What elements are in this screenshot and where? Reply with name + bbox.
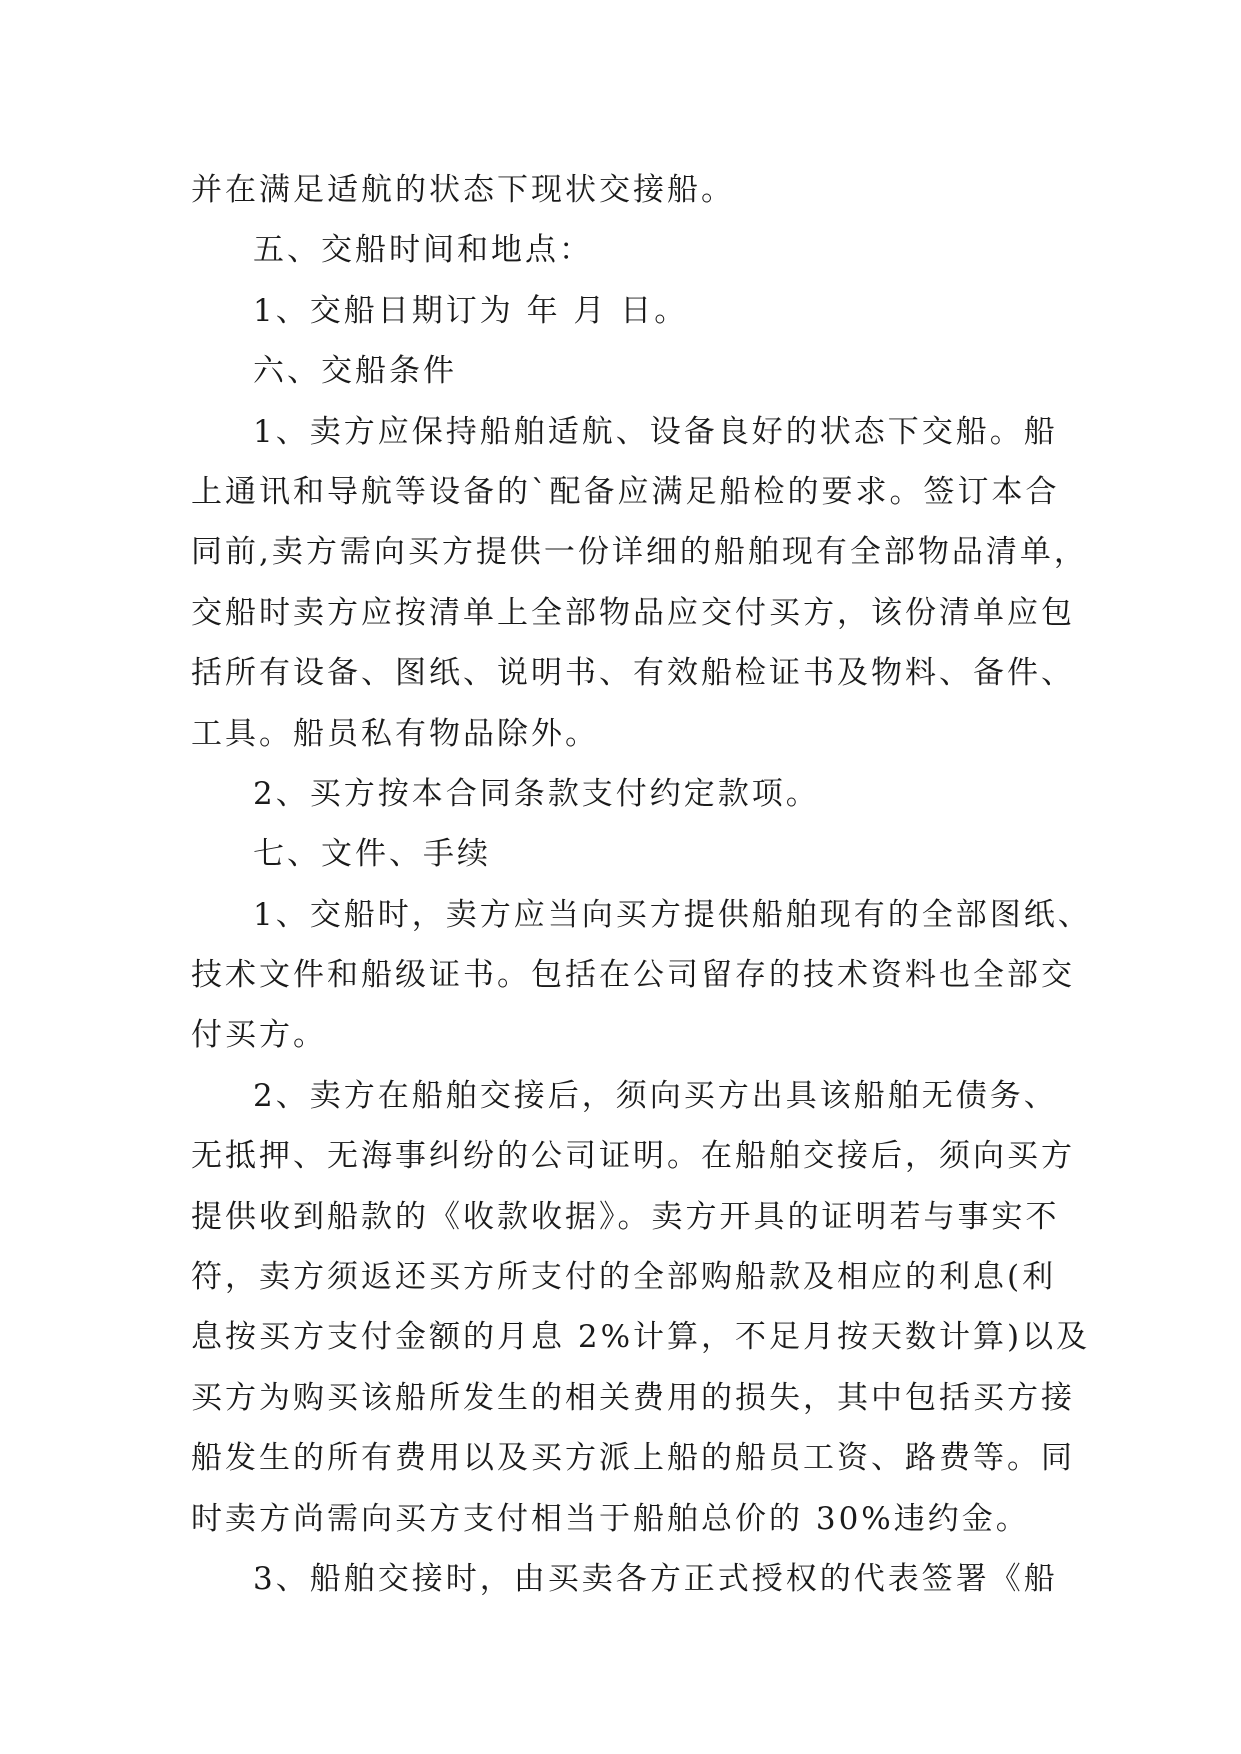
- text-line: 符，卖方须返还买方所支付的全部购船款及相应的利息(利: [191, 1259, 1057, 1296]
- document-body: [191, 160, 1092, 1609]
- text-line: 息按买方支付金额的月息 2%计算，不足月按天数计算)以及: [191, 1319, 1091, 1356]
- text-line: 2、买方按本合同条款支付约定款项。: [253, 775, 820, 812]
- text-line: 买方为购买该船所发生的相关费用的损失，其中包括买方接: [191, 1379, 1075, 1416]
- text-line: 无抵押、无海事纠纷的公司证明。在船舶交接后，须向买方: [191, 1138, 1075, 1175]
- text-line: 1、交船时，卖方应当向买方提供船舶现有的全部图纸、: [253, 896, 1092, 933]
- text-line: 提供收到船款的《收款收据》。卖方开具的证明若与事实不: [191, 1198, 1060, 1235]
- text-line: 1、卖方应保持船舶适航、设备良好的状态下交船。船: [253, 413, 1058, 450]
- text-line: 工具。船员私有物品除外。: [191, 715, 599, 752]
- text-line: 付买方。: [191, 1017, 327, 1054]
- text-line: 3、船舶交接时，由买卖各方正式授权的代表签署《船: [253, 1560, 1058, 1597]
- text-line: 船发生的所有费用以及买方派上船的船员工资、路费等。同: [191, 1440, 1075, 1477]
- text-line: 交船时卖方应按清单上全部物品应交付买方，该份清单应包: [191, 594, 1075, 631]
- text-line: 上通讯和导航等设备的`配备应满足船检的要求。签订本合: [191, 473, 1060, 510]
- text-line: 括所有设备、图纸、说明书、有效船检证书及物料、备件、: [191, 655, 1075, 692]
- text-line: 时卖方尚需向买方支付相当于船舶总价的 30%违约金。: [191, 1500, 1030, 1537]
- section-heading-7: 七、文件、手续: [253, 836, 491, 873]
- text-line: 同前,卖方需向买方提供一份详细的船舶现有全部物品清单，: [191, 534, 1088, 571]
- text-line: 技术文件和船级证书。包括在公司留存的技术资料也全部交: [191, 957, 1075, 994]
- text-line: 并在满足适航的状态下现状交接船。: [191, 172, 735, 208]
- text-line: 1、交船日期订为 年 月 日。: [253, 292, 689, 329]
- section-heading-6: 六、交船条件: [253, 353, 457, 390]
- section-heading-5: 五、交船时间和地点：: [253, 232, 593, 269]
- text-line: 2、卖方在船舶交接后，须向买方出具该船舶无债务、: [253, 1077, 1058, 1114]
